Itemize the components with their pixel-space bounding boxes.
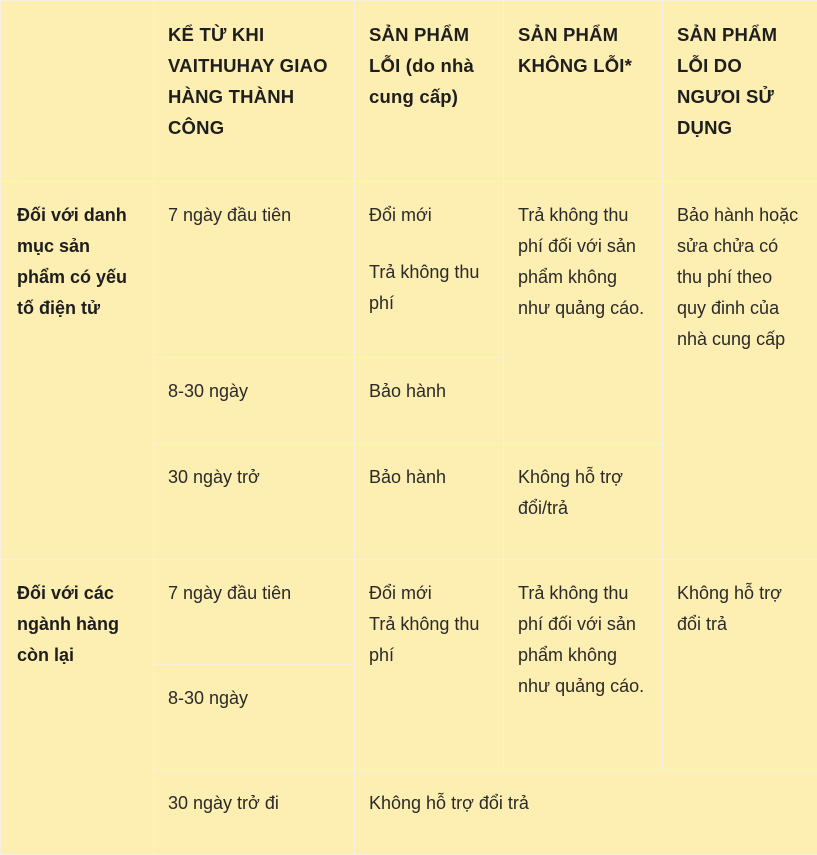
group2-row3-time: 30 ngày trở đi — [154, 770, 355, 855]
table-row — [1, 560, 817, 665]
header-defect-supplier: SẢN PHẨM LỖI (do nhà cung cấp) — [355, 1, 504, 182]
group2-row2-time: 8-30 ngày — [154, 665, 355, 770]
group1-label: Đối với danh mục sản phẩm có yếu tố điện tử — [1, 182, 154, 560]
group2-supplier-refund: Trả không thu phí — [369, 609, 489, 671]
group1-no-defect: Trả không thu phí đối với sản phẩm không như quảng cáo. — [504, 182, 663, 444]
group1-row3-no-defect: Không hỗ trợ đổi/trả — [504, 444, 663, 560]
group1-row3-time: 30 ngày trở — [154, 444, 355, 560]
group2-supplier — [355, 560, 504, 770]
header-time: KỂ TỪ KHI VAITHUHAY GIAO HÀNG THÀNH CÔNG — [154, 1, 355, 182]
group1-row2-time: 8-30 ngày — [154, 358, 355, 444]
group1-row1-supplier-exchange: Đổi mới — [369, 200, 489, 231]
group2-row3-rest: Không hỗ trợ đổi trả — [355, 770, 817, 855]
group1-defect-user: Bảo hành hoặc sửa chửa có thu phí theo quy đinh của nhà cung cấp — [663, 182, 817, 560]
group2-supplier-exchange: Đổi mới — [369, 578, 489, 609]
group2-defect-user: Không hỗ trợ đổi trả — [663, 560, 817, 770]
group2-row1-time: 7 ngày đầu tiên — [154, 560, 355, 665]
group1-row2-supplier: Bảo hành — [355, 358, 504, 444]
group2-label: Đối với các ngành hàng còn lại — [1, 560, 154, 855]
group1-row3-supplier: Bảo hành — [355, 444, 504, 560]
group1-row1-time: 7 ngày đầu tiên — [154, 182, 355, 358]
header-blank-cell — [1, 1, 154, 182]
table-row — [1, 182, 817, 358]
group2-no-defect: Trả không thu phí đối với sản phẩm không như quảng cáo. — [504, 560, 663, 770]
header-row — [1, 1, 817, 182]
group1-row1-supplier — [355, 182, 504, 358]
header-defect-user: SẢN PHẨM LỖI DO NGƯOI SỬ DỤNG — [663, 1, 817, 182]
group1-row1-supplier-refund: Trả không thu phí — [369, 257, 489, 319]
header-no-defect: SẢN PHẨM KHÔNG LỖI* — [504, 1, 663, 182]
